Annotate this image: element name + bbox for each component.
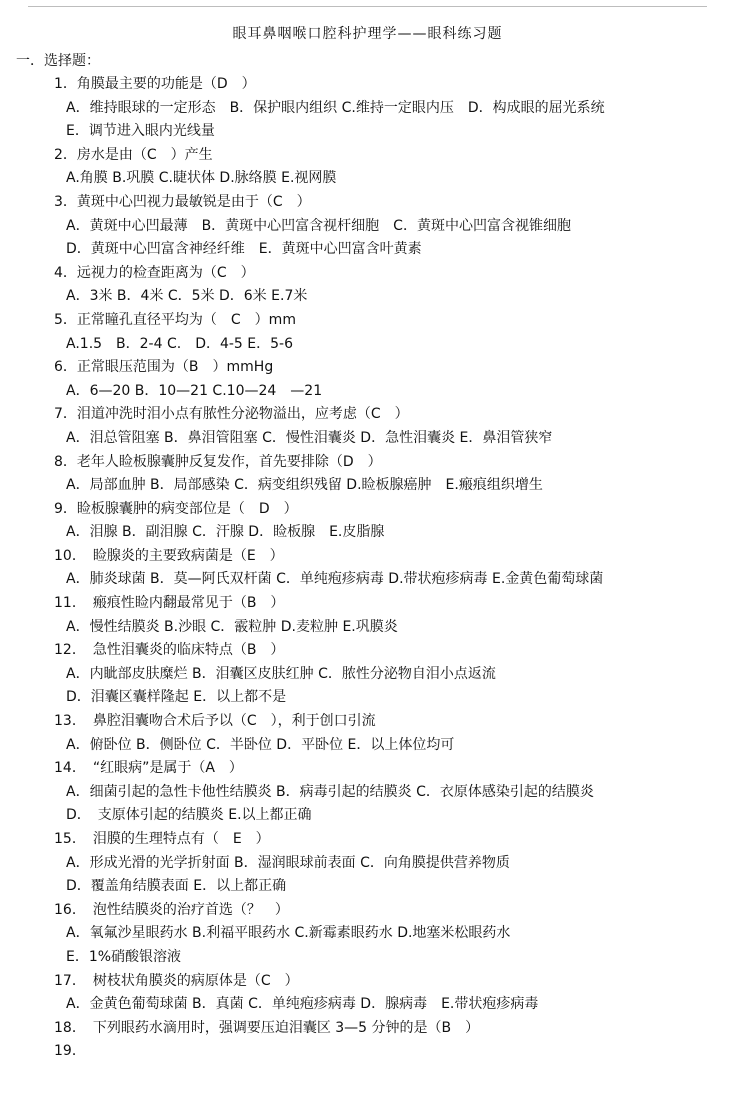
- question-line: 9．睑板腺囊肿的病变部位是（ D ）: [54, 500, 298, 517]
- question-line: 3．黄斑中心凹视力最敏锐是由于（C ）: [54, 193, 311, 210]
- options-line: D．覆盖角结膜表面 E．以上都正确: [66, 878, 287, 895]
- options-line: A．细菌引起的急性卡他性结膜炎 B．病毒引起的结膜炎 C．衣原体感染引起的结膜炎: [66, 783, 594, 800]
- options-line: A.角膜 B.巩膜 C.睫状体 D.脉络膜 E.视网膜: [66, 170, 337, 187]
- options-line: A．形成光滑的光学折射面 B．湿润眼球前表面 C．向角膜提供营养物质: [66, 854, 510, 871]
- question-line: 19．: [54, 1043, 86, 1060]
- question-line: 10． 睑腺炎的主要致病菌是（E ）: [54, 547, 284, 564]
- options-line: A．泪总管阻塞 B．鼻泪管阻塞 C．慢性泪囊炎 D．急性泪囊炎 E．鼻泪管狭窄: [66, 429, 553, 446]
- question-line: 11． 瘢痕性睑内翻最常见于（B ）: [54, 595, 285, 612]
- options-line: A．局部血肿 B．局部感染 C．病变组织残留 D.睑板腺癌肿 E.瘢痕组织增生: [66, 477, 543, 494]
- options-line: D．泪囊区囊样隆起 E．以上都不是: [66, 689, 287, 706]
- question-line: 15． 泪膜的生理特点有（ E ）: [54, 831, 270, 847]
- question-line: 2．房水是由（C ）产生: [54, 146, 213, 163]
- question-line: 1．角膜最主要的功能是（D ）: [54, 76, 256, 92]
- options-line: A．内眦部皮肤糜烂 B．泪囊区皮肤红肿 C．脓性分泌物自泪小点返流: [66, 665, 496, 682]
- question-line: 7．泪道冲洗时泪小点有脓性分泌物溢出，应考虑（C ）: [54, 406, 409, 423]
- options-line: A．维持眼球的一定形态 B．保护眼内组织 C.维持一定眼内压 D．构成眼的屈光系统: [66, 99, 605, 116]
- options-line: A．6—20 B．10—21 C.10—24 —21: [66, 382, 323, 399]
- question-line: 8．老年人睑板腺囊肿反复发作，首先要排除（D ）: [54, 453, 382, 470]
- question-line: 18． 下列眼药水滴用时，强调要压迫泪囊区 3—5 分钟的是（B ）: [54, 1019, 480, 1036]
- options-line: A．氧氟沙星眼药水 B.利福平眼药水 C.新霉素眼药水 D.地塞米松眼药水: [66, 925, 511, 942]
- question-line: 17． 树枝状角膜炎的病原体是（C ）: [54, 972, 299, 989]
- question-line: 5．正常瞳孔直径平均为（ C ）mm: [54, 311, 296, 328]
- question-line: 4．远视力的检查距离为（C ）: [54, 264, 255, 281]
- options-line: A．黄斑中心凹最薄 B．黄斑中心凹富含视杆细胞 C．黄斑中心凹富含视锥细胞: [66, 217, 571, 234]
- options-line: A.1.5 B．2-4 C. D．4-5 E．5-6: [66, 335, 294, 352]
- options-line: A．慢性结膜炎 B.沙眼 C．霰粒肿 D.麦粒肿 E.巩膜炎: [66, 618, 398, 635]
- options-line: A．3米 B．4米 C．5米 D．6米 E.7米: [66, 288, 308, 305]
- options-line: A．俯卧位 B．侧卧位 C．半卧位 D．平卧位 E．以上体位均可: [66, 736, 455, 753]
- document-title: 眼耳鼻咽喉口腔科护理学——眼科练习题: [232, 26, 503, 42]
- options-line: E．1%硝酸银溶液: [66, 948, 182, 965]
- options-line: D．黄斑中心凹富含神经纤维 E．黄斑中心凹富含叶黄素: [66, 241, 422, 258]
- question-list: [0, 73, 735, 1064]
- question-line: 13． 鼻腔泪囊吻合术后予以（C ），利于创口引流: [54, 713, 376, 730]
- options-line: D． 支原体引起的结膜炎 E.以上都正确: [66, 807, 312, 824]
- question-line: 6．正常眼压范围为（B ）mmHg: [54, 359, 274, 376]
- options-line: A．肺炎球菌 B．莫—阿氏双杆菌 C．单纯疱疹病毒 D.带状疱疹病毒 E.金黄色葡萄球菌: [66, 571, 604, 588]
- question-line: 16． 泡性结膜炎的治疗首选（？ ）: [54, 901, 289, 918]
- options-line: E．调节进入眼内光线量: [66, 123, 215, 140]
- options-line: A．金黄色葡萄球菌 B．真菌 C．单纯疱疹病毒 D．腺病毒 E.带状疱疹病毒: [66, 996, 539, 1013]
- section-heading: 一．选择题：: [16, 53, 100, 69]
- question-line: 14． “红眼病”是属于（A ）: [54, 760, 243, 777]
- options-line: A．泪腺 B．副泪腺 C．汗腺 D．睑板腺 E.皮脂腺: [66, 524, 385, 541]
- top-rule: [28, 6, 707, 7]
- question-line: 12． 急性泪囊炎的临床特点（B ）: [54, 642, 285, 659]
